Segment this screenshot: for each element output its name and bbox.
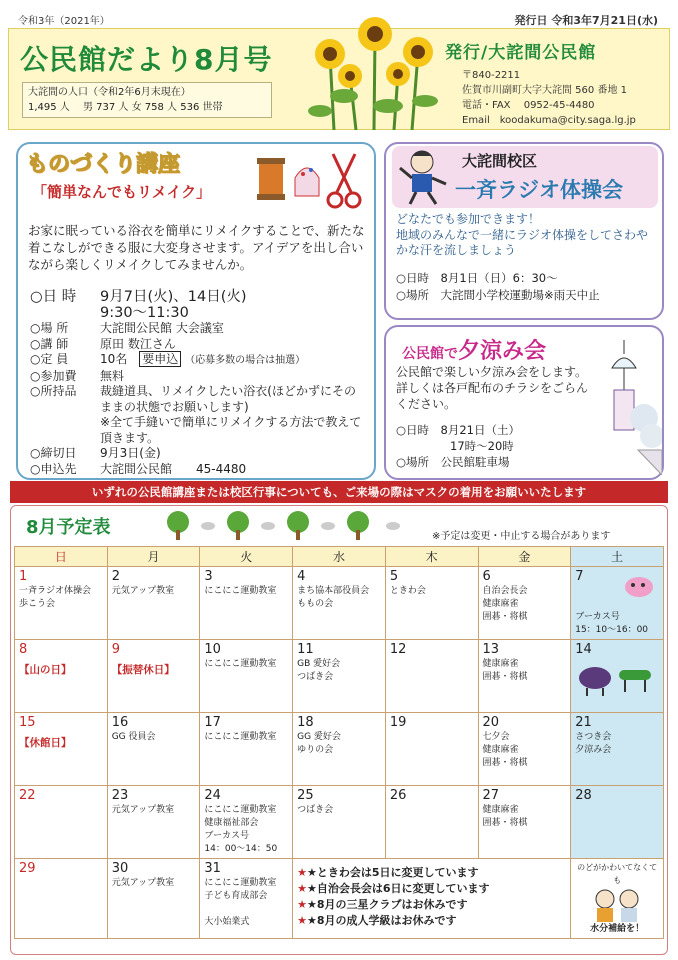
event: 健康福祉部会 xyxy=(204,818,259,828)
calendar-day-12 xyxy=(385,640,478,713)
day-number: 11 xyxy=(297,642,314,657)
place-value: 大詫間公民館 大会議室 xyxy=(100,321,224,335)
date-label: ○日 時 xyxy=(30,289,77,305)
day-number: 8 xyxy=(19,642,28,657)
calendar-day-11 xyxy=(293,640,386,713)
calendar-day-10 xyxy=(200,640,293,713)
calendar-day-15 xyxy=(15,713,108,786)
event: 元気アップ教室 xyxy=(111,805,175,815)
calendar-day-29 xyxy=(15,859,108,939)
weekday-fri: 金 xyxy=(478,547,571,567)
mask-notice: いずれの公民館講座または校区行事についても、ご来場の際はマスクの着用をお願いいたします xyxy=(10,481,668,503)
weekday-sun: 日 xyxy=(15,547,108,567)
phone: 電話・FAX 0952-45-4480 xyxy=(462,100,595,111)
day-number: 17 xyxy=(204,715,221,730)
announcement-text: ★自治会長会は6日に変更しています xyxy=(306,882,490,895)
bus-mascot-icon xyxy=(617,571,657,599)
event: 囲碁・将棋 xyxy=(482,758,528,768)
day-number: 15 xyxy=(19,715,36,730)
announcement-text: ★ときわ会は5日に変更しています xyxy=(306,866,479,879)
calendar-day-2 xyxy=(107,567,200,640)
weekday-wed: 水 xyxy=(293,547,386,567)
event: 自治会長会 xyxy=(482,586,528,596)
calendar-day-26 xyxy=(385,786,478,859)
event: GG 役員会 xyxy=(111,732,156,742)
monozukuri-description: お家に眠っている浴衣を簡単にリメイクすることで、新たな着こなしができる服に大変身させます。アイデアを出し合いながら楽しくリメイクしてみませんか。 xyxy=(28,223,365,272)
event: にこにこ運動教室 xyxy=(204,878,277,888)
calendar-table xyxy=(14,546,664,939)
day-number: 29 xyxy=(19,861,36,876)
radio-date: ○日時 8月1日（日）6：30～ xyxy=(396,271,558,285)
yusuzumi-title xyxy=(402,334,546,365)
day-number: 26 xyxy=(389,788,407,803)
event: つばき会 xyxy=(297,672,334,682)
apply-label: ○申込先 xyxy=(30,461,77,476)
water-reminder-cell xyxy=(571,859,664,939)
calendar-day-28 xyxy=(571,786,664,859)
water-reminder-top: のどがかわいてなくても xyxy=(577,863,658,885)
calendar-day-1 xyxy=(15,567,108,640)
deadline-value: 9月3日(金) xyxy=(100,446,161,460)
event: つばき会 xyxy=(297,805,334,815)
calendar-day-3 xyxy=(200,567,293,640)
event: 七夕会 xyxy=(482,732,510,742)
day-number: 25 xyxy=(297,788,314,803)
calendar-day-6 xyxy=(478,567,571,640)
event: ブーカス号 xyxy=(204,831,249,841)
radio-body-2: 地域のみんなで一緒にラジオ体操をしてさわやかな汗を流しましょう xyxy=(396,227,649,257)
announcement-text: ★8月の三星クラブはお休みです xyxy=(306,898,468,911)
radio-exercise-district: 大詫間校区 xyxy=(462,152,538,170)
event: GG 愛好会 xyxy=(297,732,341,742)
event: 歩こう会 xyxy=(19,599,56,609)
calendar-day-9 xyxy=(107,640,200,713)
population-value: 1,495 人 男 737 人 女 758 人 536 世帯 xyxy=(28,102,223,113)
calendar-day-20 xyxy=(478,713,571,786)
weekday-header-row xyxy=(15,547,664,567)
sunflower-illustration xyxy=(300,16,450,130)
day-number: 21 xyxy=(575,715,592,730)
day-number: 24 xyxy=(204,788,221,803)
monozukuri-subtitle: 「簡単なんでもリメイク」 xyxy=(32,183,212,201)
capacity-note: （応募多数の場合は抽選） xyxy=(185,355,306,366)
event: 15：10～16：00 xyxy=(575,625,649,635)
population-box xyxy=(22,82,272,118)
day-number: 27 xyxy=(482,788,500,803)
capacity-label: ○定 員 xyxy=(30,352,69,366)
calendar-title: 8月予定表 xyxy=(22,513,115,539)
event: ブーカス号 xyxy=(575,612,620,622)
event xyxy=(575,598,659,611)
radio-exercise-title: 一斉ラジオ体操会 xyxy=(455,178,623,202)
radio-body-1: どなたでも参加できます！ xyxy=(396,212,541,226)
people-drinking-icon xyxy=(587,887,647,923)
event-spacer xyxy=(204,903,288,916)
day-number: 30 xyxy=(111,861,129,876)
event: にこにこ運動教室 xyxy=(204,586,277,596)
event: 子ども育成部会 xyxy=(204,891,268,901)
deadline-label: ○締切日 xyxy=(30,446,77,460)
water-reminder-bottom: 水分補給を！ xyxy=(590,924,645,934)
holiday-label: 【山の日】 xyxy=(19,664,72,676)
radio-place: ○場所 大詫間小学校運動場※雨天中止 xyxy=(396,288,600,302)
day-number: 4 xyxy=(297,569,306,584)
yusuzumi-details xyxy=(396,422,520,470)
yusuzumi-title-small: 公民館で xyxy=(402,346,458,362)
contact-info xyxy=(462,68,636,128)
calendar-week-3 xyxy=(15,713,664,786)
day-number: 9 xyxy=(111,642,120,657)
calendar-day-5 xyxy=(385,567,478,640)
announcement-4: ★★8月の成人学級はお休みです xyxy=(297,914,457,927)
monozukuri-details xyxy=(30,290,365,477)
event: ときわ会 xyxy=(389,586,426,596)
calendar-day-8 xyxy=(15,640,108,713)
day-number: 31 xyxy=(204,861,221,876)
trees-illustration xyxy=(148,510,418,542)
event: 健康麻雀 xyxy=(482,745,519,755)
calendar-day-25 xyxy=(293,786,386,859)
day-number: 10 xyxy=(204,642,221,657)
vegetable-animals-icon xyxy=(575,658,655,698)
time-value: 9:30～11:30 xyxy=(100,304,189,321)
yusuzumi-place: ○場所 公民館駐車場 xyxy=(396,455,510,469)
application-required-badge: 要申込 xyxy=(139,351,181,367)
calendar-day-27 xyxy=(478,786,571,859)
yusuzumi-time: 17時～20時 xyxy=(450,439,514,453)
capacity-value: 10名 xyxy=(100,352,128,366)
announcement-1: ★★ときわ会は5日に変更しています xyxy=(297,866,479,879)
holiday-label: 【休館日】 xyxy=(19,737,72,749)
day-number: 7 xyxy=(575,569,584,584)
event: 14：00～14：50 xyxy=(204,844,278,854)
calendar-day-16 xyxy=(107,713,200,786)
weekday-tue: 火 xyxy=(200,547,293,567)
calendar-day-17 xyxy=(200,713,293,786)
yusuzumi-description: 公民館で楽しい夕涼み会をします。詳しくは各戸配布のチラシをごらんください。 xyxy=(396,365,589,411)
event: 元気アップ教室 xyxy=(111,586,175,596)
items-note: ※全て手縫いで簡単にリメイクする方法で教えて頂きます。 xyxy=(100,415,362,445)
day-number: 13 xyxy=(482,642,500,657)
calendar-week-5 xyxy=(15,859,664,939)
event: ゆりの会 xyxy=(297,745,334,755)
calendar-day-18 xyxy=(293,713,386,786)
event: 囲碁・将棋 xyxy=(482,672,528,682)
exercise-person-icon xyxy=(396,148,452,206)
event: 健康麻雀 xyxy=(482,659,519,669)
calendar-week-2 xyxy=(15,640,664,713)
event: 大小始業式 xyxy=(204,917,250,927)
day-number: 19 xyxy=(389,715,407,730)
fee-value: 無料 xyxy=(100,368,125,383)
weekday-thu: 木 xyxy=(385,547,478,567)
calendar-day-22 xyxy=(15,786,108,859)
day-number: 28 xyxy=(575,788,592,803)
day-number: 3 xyxy=(204,569,213,584)
announcement-text: ★8月の成人学級はお休みです xyxy=(306,914,457,927)
weekday-mon: 月 xyxy=(107,547,200,567)
event: 囲碁・将棋 xyxy=(482,612,528,622)
day-number: 23 xyxy=(111,788,129,803)
day-number: 22 xyxy=(19,788,36,803)
radio-exercise-details xyxy=(396,270,600,304)
items-label: ○所持品 xyxy=(30,384,77,398)
population-label: 大詫間の人口（令和2年6月末現在） xyxy=(28,87,191,98)
newsletter-title: 公民館だより8月号 xyxy=(20,43,273,76)
place-label: ○場 所 xyxy=(30,321,69,335)
event: さつき会 xyxy=(575,732,612,742)
day-number: 18 xyxy=(297,715,314,730)
calendar-day-14 xyxy=(571,640,664,713)
calendar-day-19 xyxy=(385,713,478,786)
day-number: 2 xyxy=(111,569,120,584)
calendar-day-30 xyxy=(107,859,200,939)
lecturer-value: 原田 数江さん xyxy=(100,336,176,351)
calendar-day-7 xyxy=(571,567,664,640)
calendar-day-13 xyxy=(478,640,571,713)
event: 囲碁・将棋 xyxy=(482,818,528,828)
announcement-3: ★★8月の三星クラブはお休みです xyxy=(297,898,468,911)
event: にこにこ運動教室 xyxy=(204,732,277,742)
calendar-day-21 xyxy=(571,713,664,786)
address: 佐賀市川副町大字大詫間 560 番地 1 xyxy=(462,85,627,96)
day-number: 16 xyxy=(111,715,129,730)
items-value: 裁縫道具、リメイクしたい浴衣(ほどかずにそのままの状態でお願いします) xyxy=(100,384,356,414)
day-number: 6 xyxy=(482,569,491,584)
postal-code: 〒840-2211 xyxy=(462,70,521,81)
fee-label: ○参加費 xyxy=(30,368,77,383)
monozukuri-title: ものづくり講座 xyxy=(26,152,181,177)
yusuzumi-date: ○日時 8月21日（土） xyxy=(396,423,520,437)
lecturer-label: ○講 師 xyxy=(30,336,69,351)
calendar-note: ※予定は変更・中止する場合があります xyxy=(432,531,611,542)
calendar-week-1 xyxy=(15,567,664,640)
event: 健康麻雀 xyxy=(482,805,519,815)
calendar-day-31 xyxy=(200,859,293,939)
event: GB 愛好会 xyxy=(297,659,341,669)
publisher: 発行/大詫間公民館 xyxy=(445,43,597,63)
event: 元気アップ教室 xyxy=(111,878,175,888)
wind-chime-icon xyxy=(598,340,662,475)
apply-value: 大詫間公民館 45-4480 xyxy=(100,461,247,476)
holiday-label: 【振替休日】 xyxy=(111,664,175,676)
day-number: 5 xyxy=(389,569,399,584)
event: にこにこ運動教室 xyxy=(204,659,277,669)
calendar-week-4 xyxy=(15,786,664,859)
calendar-day-23 xyxy=(107,786,200,859)
day-number: 1 xyxy=(19,569,28,584)
radio-exercise-description xyxy=(396,212,658,259)
event: 一斉ラジオ体操会 xyxy=(19,586,92,596)
weekday-sat: 土 xyxy=(571,547,664,567)
calendar-day-4 xyxy=(293,567,386,640)
yusuzumi-title-big: 夕涼み会 xyxy=(458,339,547,364)
event: ももの会 xyxy=(297,599,334,609)
date-value: 9月7日(火)、14日(火) xyxy=(100,289,247,305)
day-number: 14 xyxy=(575,642,592,657)
event: 夕涼み会 xyxy=(575,745,612,755)
sewing-tools-icon xyxy=(255,148,365,218)
event: 健康麻雀 xyxy=(482,599,519,609)
email: Email koodakuma@city.saga.lg.jp xyxy=(462,115,636,126)
day-number: 20 xyxy=(482,715,500,730)
announcements-cell xyxy=(293,859,571,939)
issue-date: 発行日 令和3年7月21日(水) xyxy=(514,14,658,27)
calendar-day-24 xyxy=(200,786,293,859)
year-label: 令和3年（2021年） xyxy=(18,16,110,27)
event: にこにこ運動教室 xyxy=(204,805,277,815)
announcement-2: ★★自治会長会は6日に変更しています xyxy=(297,882,490,895)
event: まち協本部役員会 xyxy=(297,586,370,596)
day-number: 12 xyxy=(389,642,407,657)
